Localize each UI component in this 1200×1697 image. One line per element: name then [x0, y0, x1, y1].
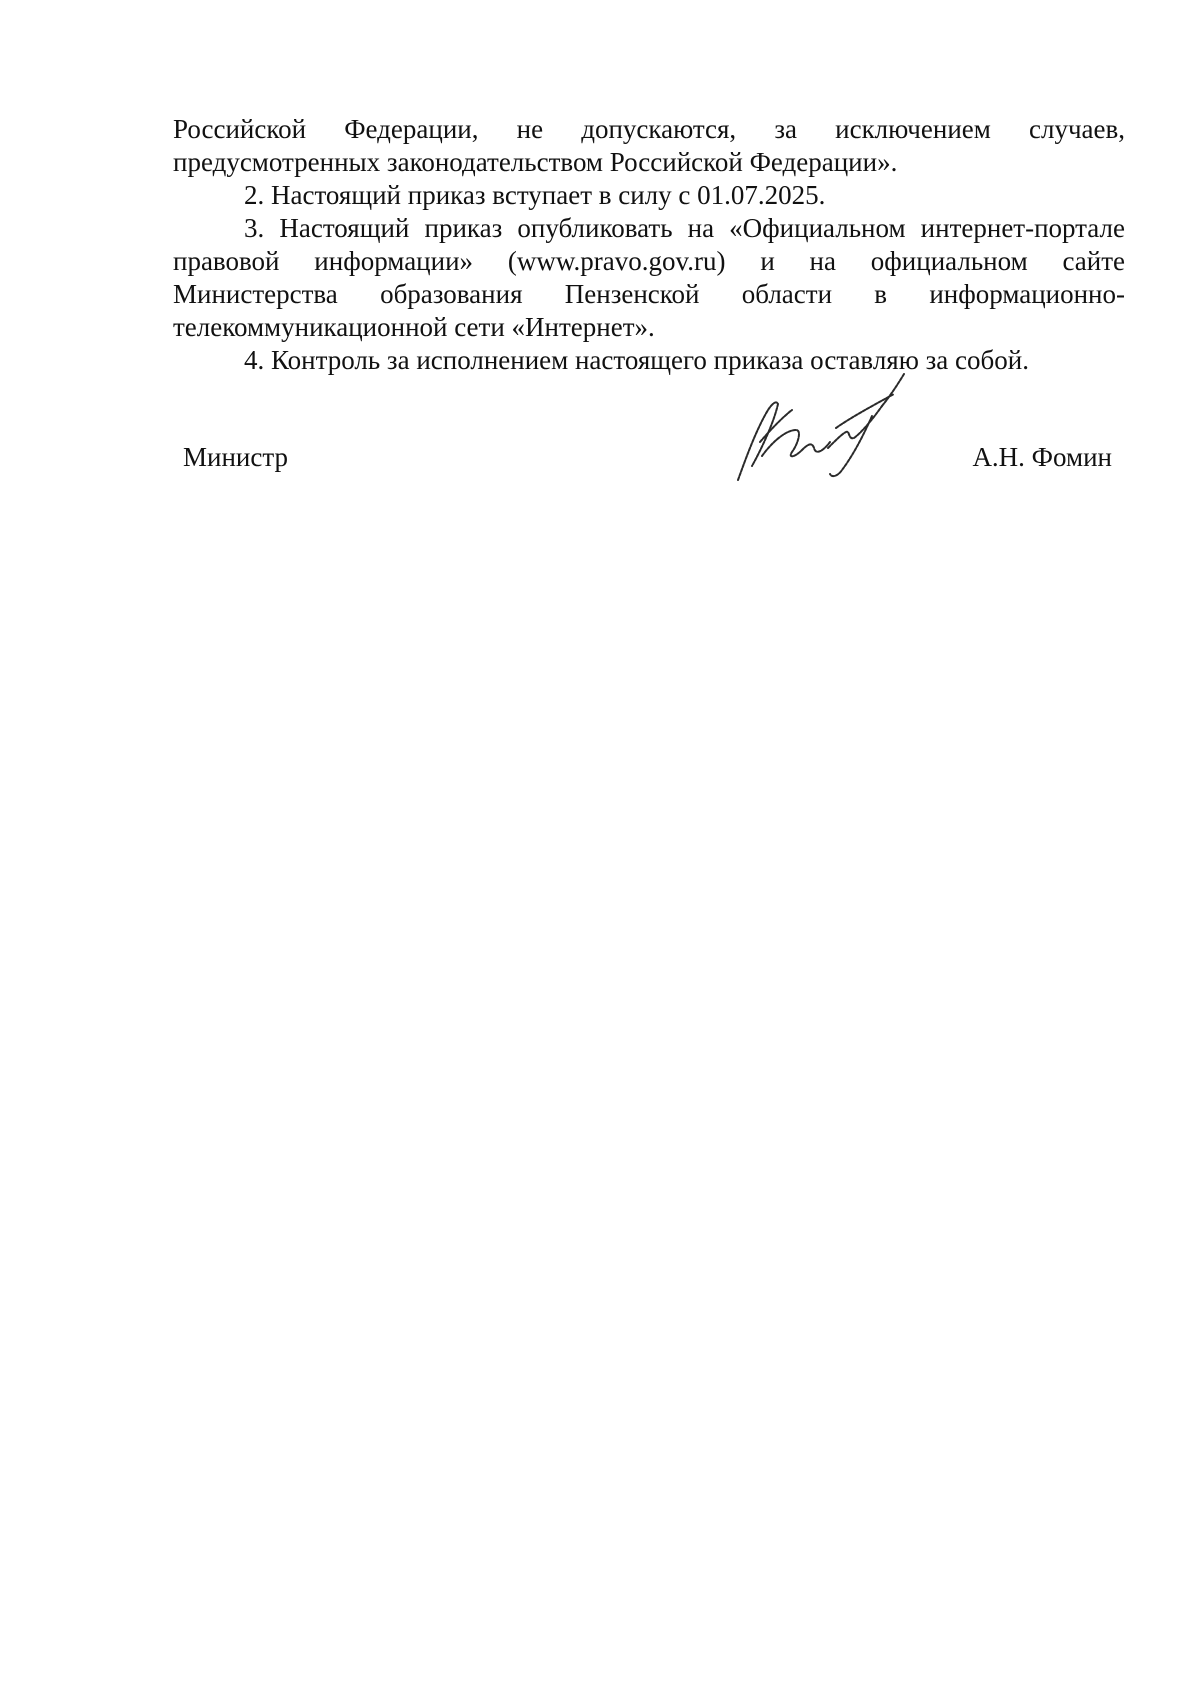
signatory-role: Министр — [183, 442, 288, 472]
paragraph-effective-date: 2. Настоящий приказ вступает в силу с 01.07.2025. — [244, 180, 826, 210]
paragraph-continuation: Российской Федерации, не допускаются, за исключением случаев, предусмотренных законодательством Российской Федерации». — [173, 114, 1125, 177]
signatory-name: А.Н. Фомин — [972, 442, 1112, 472]
document-body — [173, 113, 1125, 377]
paragraph-control: 4. Контроль за исполнением настоящего приказа оставляю за собой. — [244, 345, 1029, 375]
signature-icon — [732, 370, 917, 485]
paragraph-publication: 3. Настоящий приказ опубликовать на «Официальном интернет-портале правовой информации» (www.pravo.gov.ru) и на официальном сайте Министерства образования Пензенской области в информационно-телекоммуникационной сети «Интернет». — [173, 213, 1125, 342]
